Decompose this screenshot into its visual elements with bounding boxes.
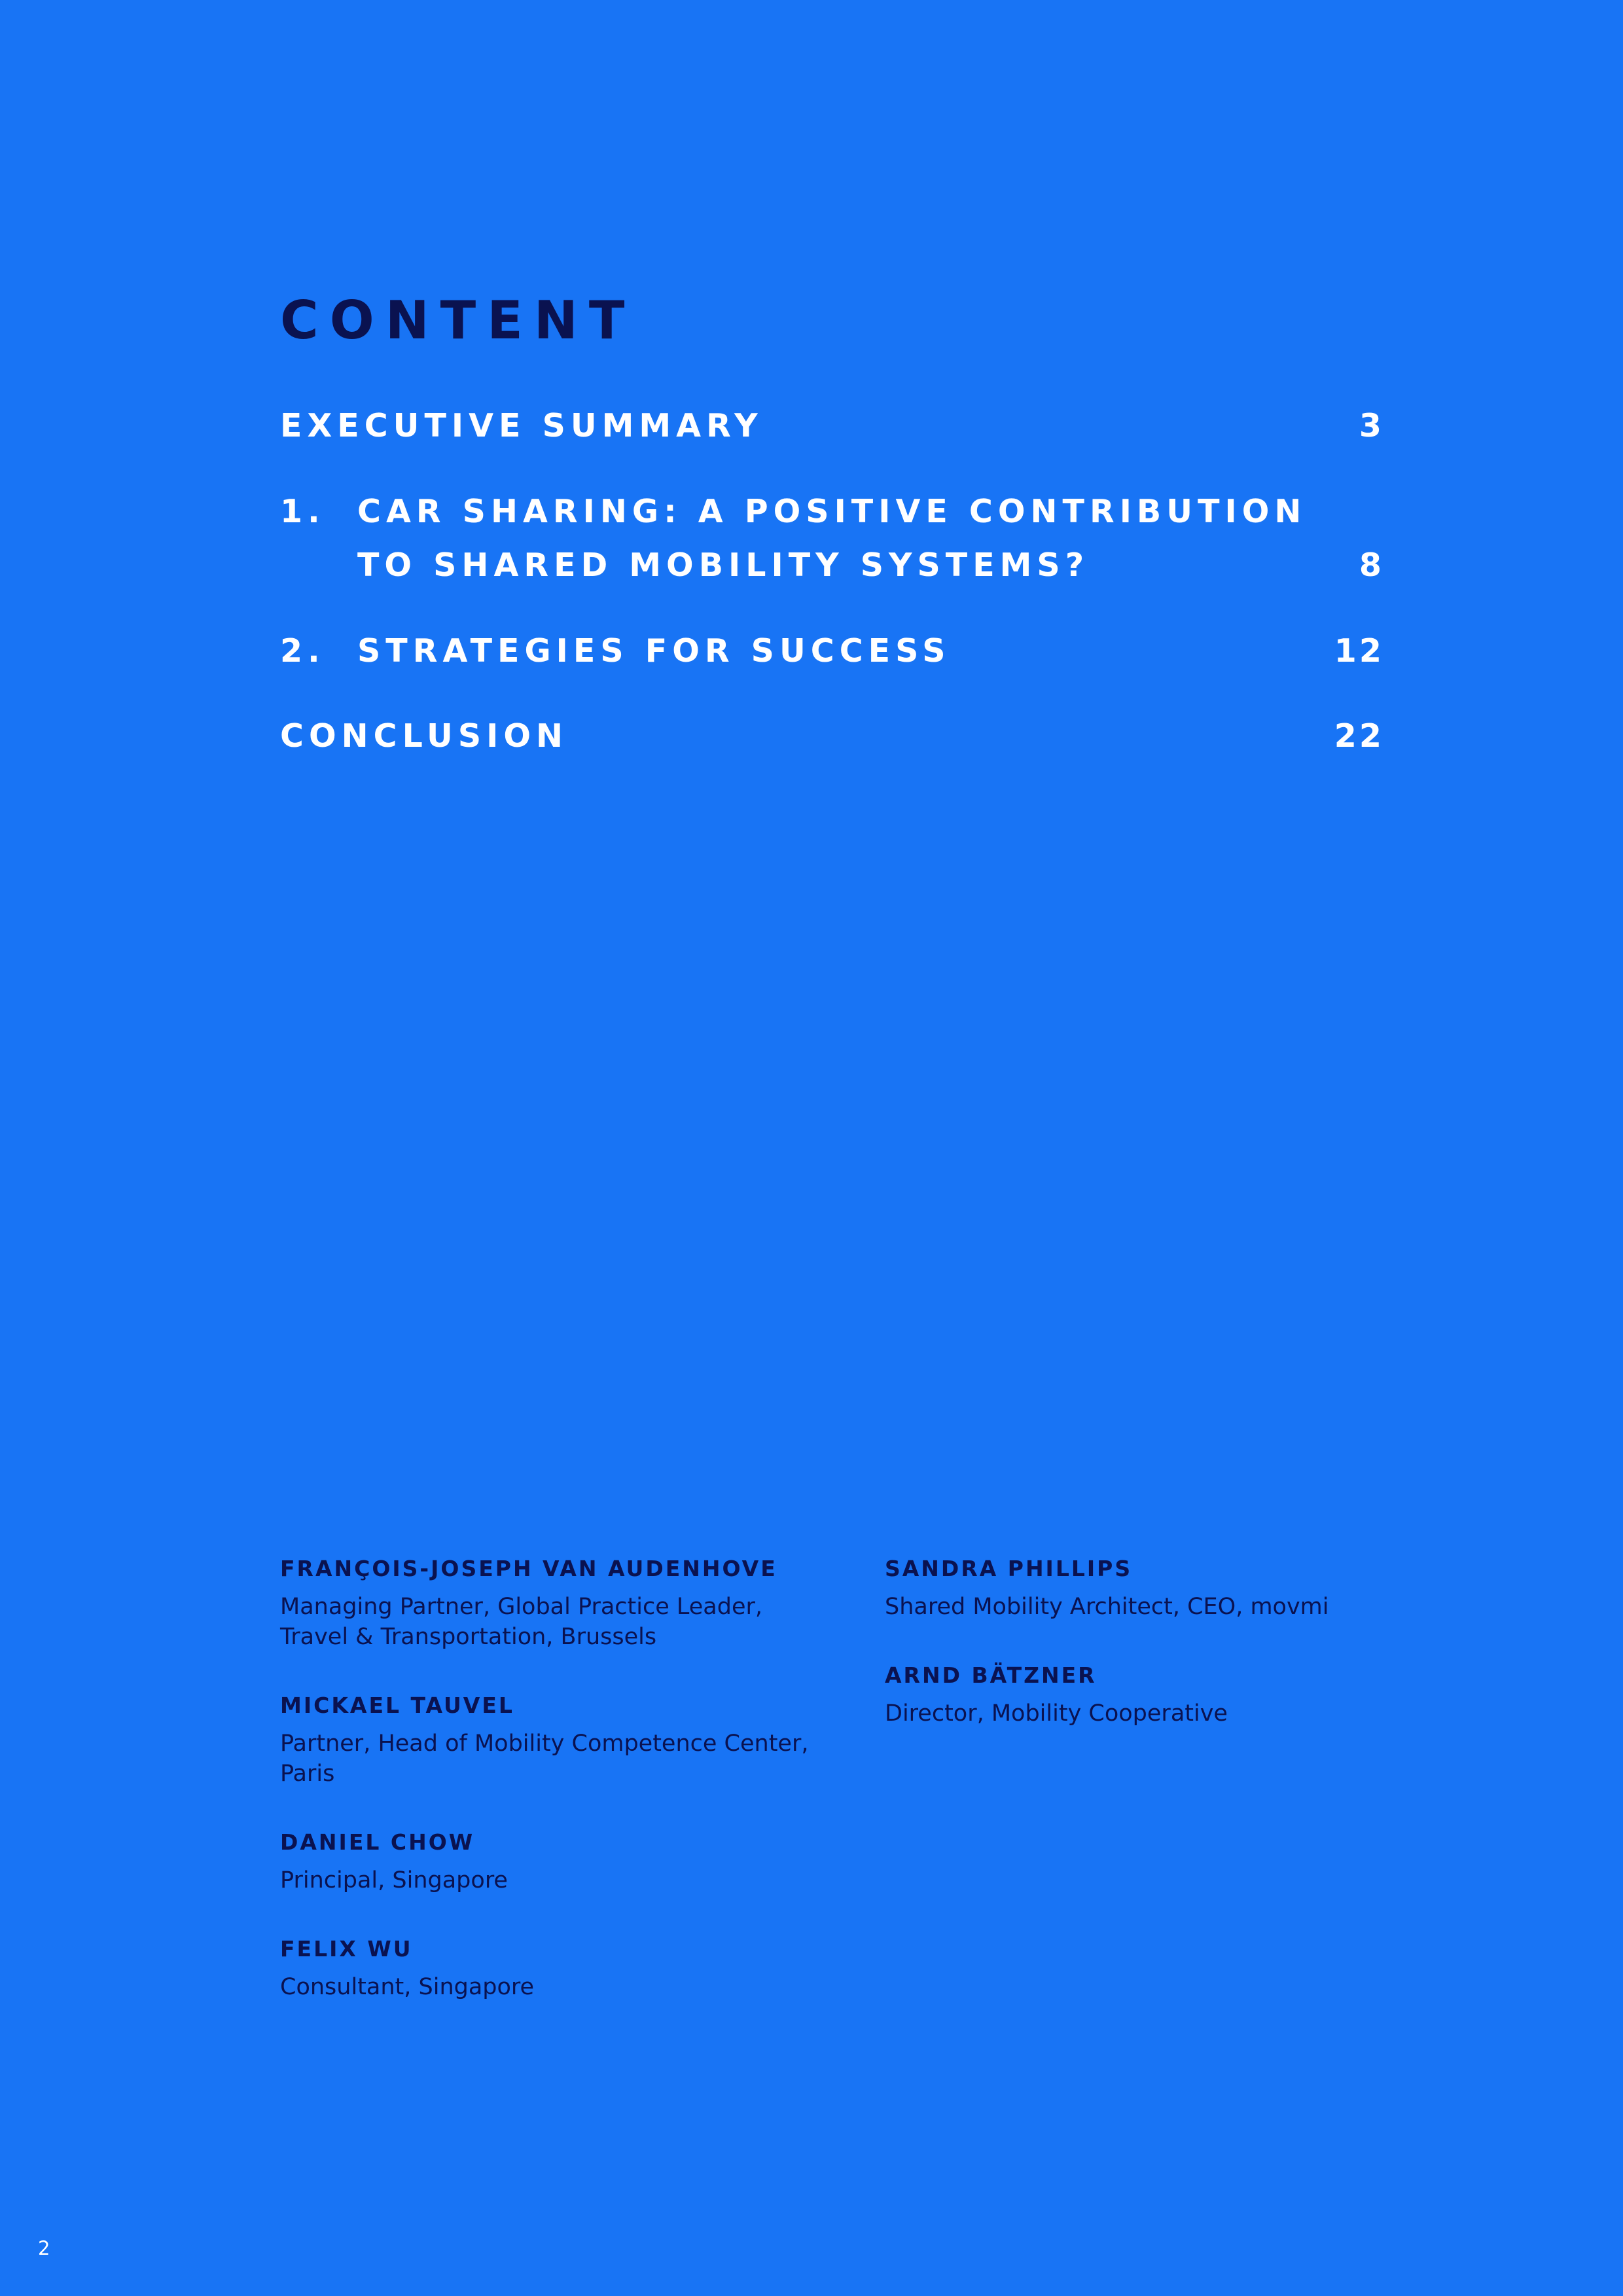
author-name: DANIEL CHOW bbox=[280, 1829, 475, 1855]
toc-entry-page: 22 bbox=[1334, 717, 1384, 755]
toc-entry-page: 12 bbox=[1334, 632, 1384, 670]
author-role: Director, Mobility Cooperative bbox=[885, 1700, 1228, 1727]
author-name: SANDRA PHILLIPS bbox=[885, 1556, 1133, 1581]
toc-entry-number: 2. bbox=[280, 632, 325, 670]
toc-entry-title: EXECUTIVE SUMMARY bbox=[280, 407, 763, 444]
author-name: FELIX WU bbox=[280, 1936, 413, 1962]
toc-entry-title-line-1: CAR SHARING: A POSITIVE CONTRIBUTION bbox=[357, 493, 1307, 530]
author-card bbox=[280, 1827, 823, 1895]
author-role: Consultant, Singapore bbox=[280, 1974, 535, 2000]
author-card bbox=[280, 1691, 823, 1789]
table-of-contents bbox=[280, 0, 1384, 785]
toc-entry-page: 3 bbox=[1359, 407, 1384, 444]
author-card bbox=[280, 1554, 823, 1652]
toc-entry-number: 1. bbox=[280, 493, 325, 530]
content-heading: CONTENT bbox=[280, 290, 636, 351]
author-card bbox=[280, 1934, 823, 2002]
author-role: Principal, Singapore bbox=[280, 1867, 508, 1893]
toc-entry-title-line-2: TO SHARED MOBILITY SYSTEMS? bbox=[357, 547, 1090, 584]
author-card bbox=[885, 1554, 1356, 1622]
toc-entry-title bbox=[357, 485, 1306, 592]
toc-entry-title: CONCLUSION bbox=[280, 717, 569, 755]
author-card bbox=[885, 1660, 1356, 1729]
toc-entry-page: 8 bbox=[1359, 547, 1384, 584]
page-number: 2 bbox=[38, 2237, 50, 2259]
author-name: ARND BÄTZNER bbox=[885, 1662, 1097, 1688]
author-name: FRANÇOIS-JOSEPH VAN AUDENHOVE bbox=[280, 1556, 777, 1581]
author-role: Managing Partner, Global Practice Leader, Travel & Transportation, Brussels bbox=[280, 1594, 763, 1650]
author-name: MICKAEL TAUVEL bbox=[280, 1693, 514, 1718]
author-role: Shared Mobility Architect, CEO, movmi bbox=[885, 1594, 1329, 1620]
toc-entry-title: STRATEGIES FOR SUCCESS bbox=[357, 632, 951, 670]
author-role: Partner, Head of Mobility Competence Center, Paris bbox=[280, 1731, 809, 1787]
